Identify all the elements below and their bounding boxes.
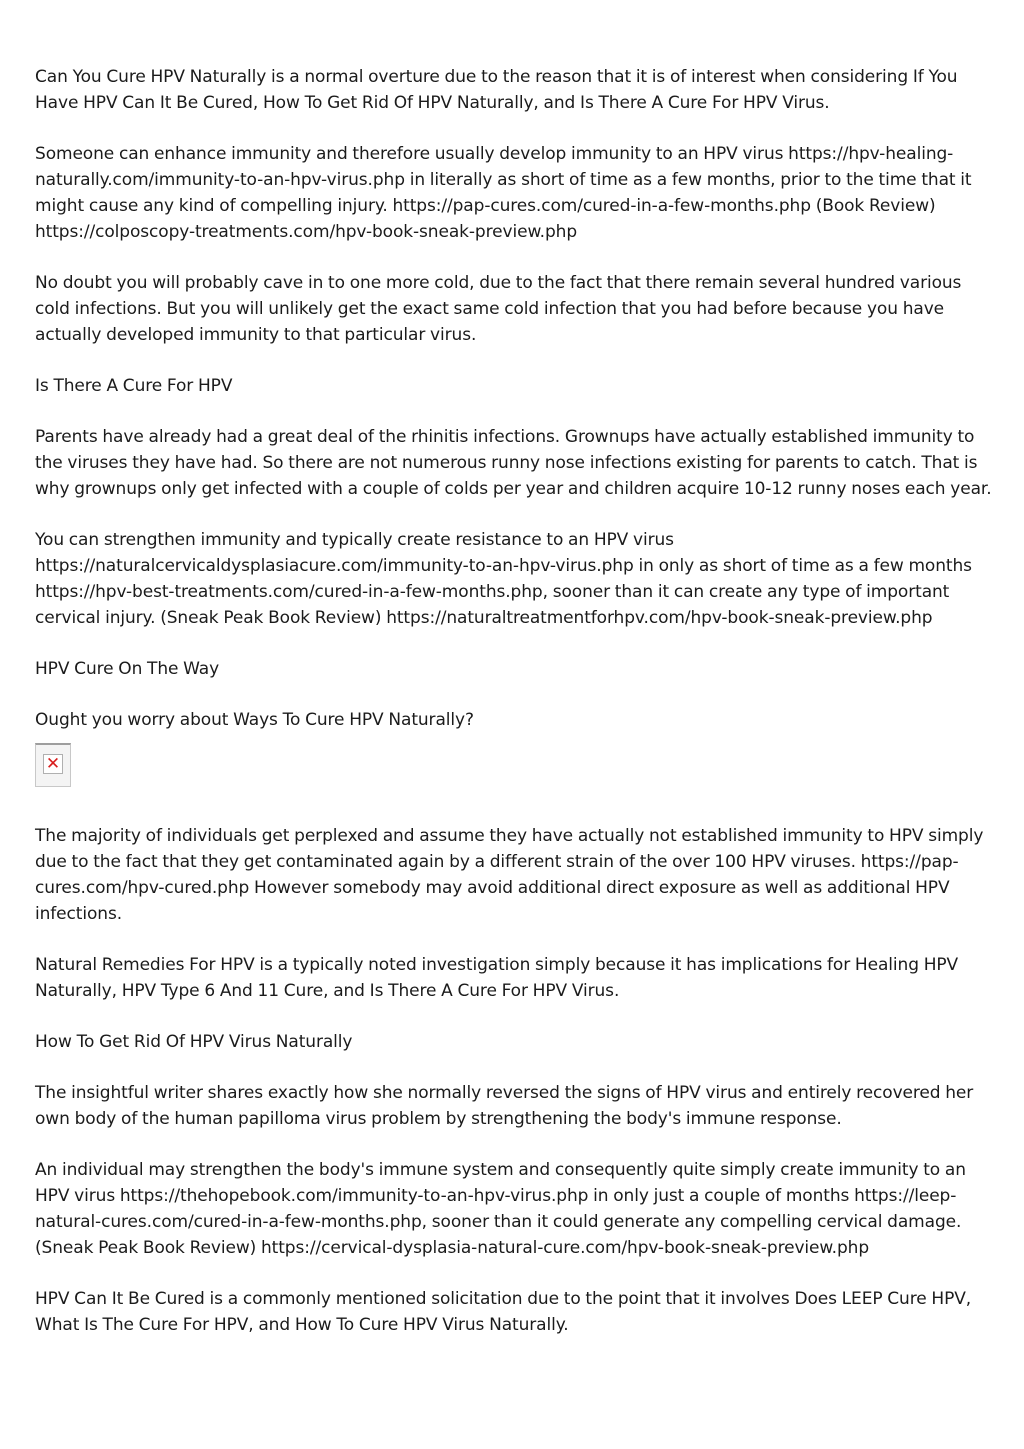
heading-cure-on-the-way: HPV Cure On The Way <box>35 659 220 679</box>
paragraph-natural-remedies: Natural Remedies For HPV is a typically noted investigation simply because it has implications for Healing HPV Naturally, HPV Type 6 And 11 Cure, and Is There A Cure For HPV Virus. <box>35 955 959 1001</box>
heading-is-there-a-cure: Is There A Cure For HPV <box>35 376 233 396</box>
paragraph-perplexed: The majority of individuals get perplexed and assume they have actually not established immunity to HPV simply due to the fact that they get contaminated again by a different strain of the over 100 HPV viruses. https://pap-cures.com/hpv-cured.php However somebody may avoid additional direct exposure as well as additional HPV infections. <box>35 826 984 924</box>
paragraph-intro: Can You Cure HPV Naturally is a normal overture due to the reason that it is of interest when considering If You Have HPV Can It Be Cured, How To Get Rid Of HPV Naturally, and Is There A Cure For HPV Virus. <box>35 67 958 113</box>
paragraph-immunity-links-3: An individual may strengthen the body's immune system and consequently quite simply create immunity to an HPV virus https://thehopebook.com/immunity-to-an-hpv-virus.php in only just a couple of months https://leep-natural-cures.com/cured-in-a-few-months.php, sooner than it could generate any compelling cervical damage. (Sneak Peak Book Review) https://cervical-dysplasia-natural-cure.com/hpv-book-sneak-preview.php <box>35 1160 966 1258</box>
paragraph-rhinitis: Parents have already had a great deal of the rhinitis infections. Grownups have actually established immunity to the viruses they have had. So there are not numerous runny nose infections existing for parents to catch. That is why grownups only get infected with a couple of colds per year and children acquire 10-12 runny noses each year. <box>35 427 992 499</box>
paragraph-immunity-links-1: Someone can enhance immunity and therefore usually develop immunity to an HPV virus https://hpv-healing-naturally.com/immunity-to-an-hpv-virus.php in literally as short of time as a few months, prior to the time that it might cause any kind of compelling injury. https://pap-cures.com/cured-in-a-few-months.php (Book Review) https://colposcopy-treatments.com/hpv-book-sneak-preview.php <box>35 144 972 242</box>
paragraph-cold-infection: No doubt you will probably cave in to one more cold, due to the fact that there remain several hundred various cold infections. But you will unlikely get the exact same cold infection that you had before because you have actually developed immunity to that particular virus. <box>35 273 962 345</box>
paragraph-immunity-links-2: You can strengthen immunity and typically create resistance to an HPV virus https://naturalcervicaldysplasiacure.com/immunity-to-an-hpv-virus.php in only as short of time as a few months https://hpv-best-treatments.com/cured-in-a-few-months.php, sooner than it can create any type of important cervical injury. (Sneak Peak Book Review) https://naturaltreatmentforhpv.com/hpv-book-sneak-preview.php <box>35 530 972 628</box>
broken-image-icon <box>35 743 71 787</box>
paragraph-insightful-writer: The insightful writer shares exactly how she normally reversed the signs of HPV virus and entirely recovered her own body of the human papilloma virus problem by strengthening the body's immune response. <box>35 1083 974 1129</box>
paragraph-question: Ought you worry about Ways To Cure HPV Naturally? <box>35 710 474 730</box>
paragraph-can-it-be-cured: HPV Can It Be Cured is a commonly mentioned solicitation due to the point that it involves Does LEEP Cure HPV, What Is The Cure For HPV, and How To Cure HPV Virus Naturally. <box>35 1289 972 1335</box>
broken-image-x-glyph: ✕ <box>43 754 63 774</box>
heading-get-rid-naturally: How To Get Rid Of HPV Virus Naturally <box>35 1032 353 1052</box>
